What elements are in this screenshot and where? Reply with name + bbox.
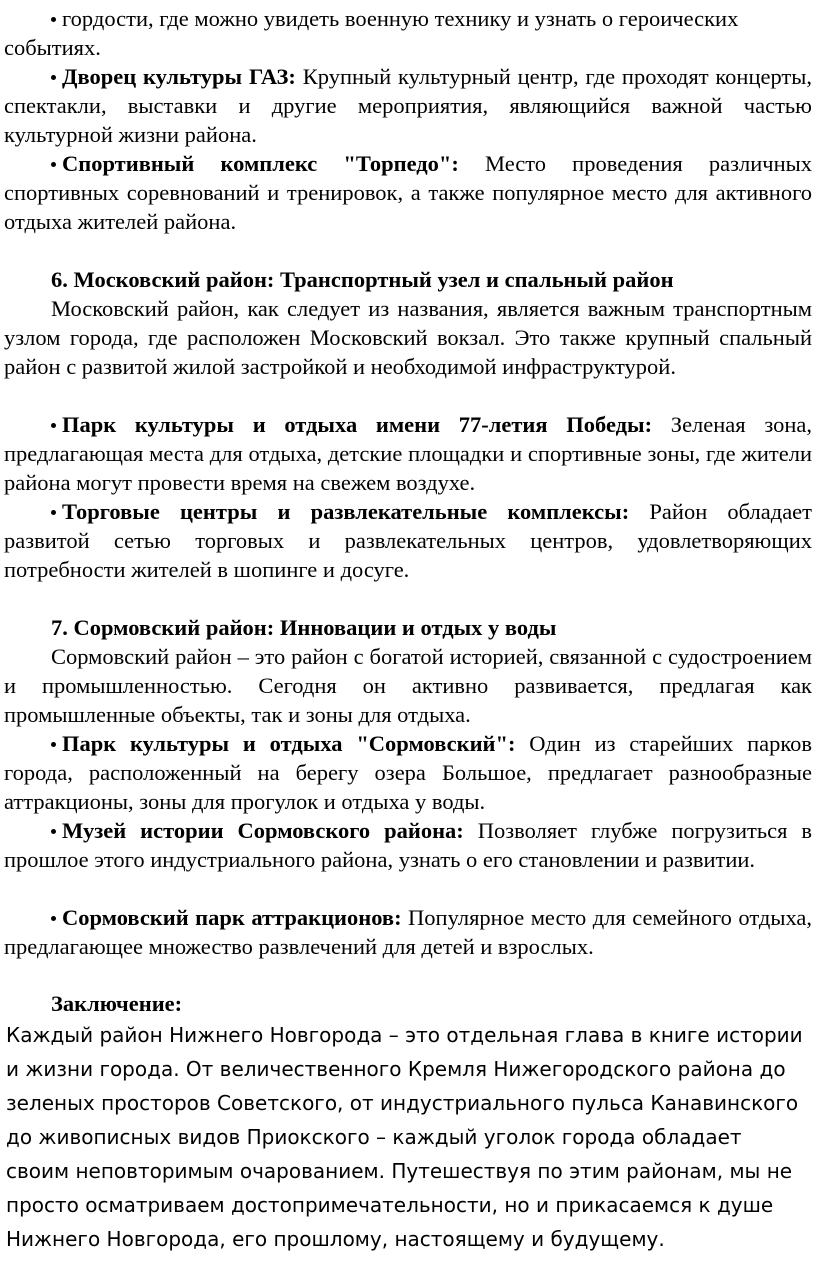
- list-item-description: Место проведения различных спортивных соревнований и тренировок, а также популярное место для активного отдыха жителей района.: [4, 151, 812, 234]
- list-item-title: Дворец культуры ГАЗ:: [62, 64, 296, 89]
- continued-bullet-line1: гордости, где можно увидеть военную технику и узнать о героических: [62, 6, 739, 31]
- list-item-park-77: [4, 410, 812, 497]
- conclusion-line: просто осматриваем достопримечательности, но и прикасаемся к душе: [6, 1193, 774, 1217]
- list-item-description: Район обладает развитой сетью торговых и развлекательных центров, удовлетворяющих потребности жителей в шопинге и досуге.: [4, 499, 813, 582]
- conclusion-line: до живописных видов Приокского – каждый уголок города обладает: [6, 1125, 742, 1149]
- list-item-title: Спортивный комплекс "Торпедо":: [62, 151, 459, 176]
- conclusion-line: зеленых просторов Советского, от индустриального пульса Канавинского: [6, 1091, 799, 1115]
- list-item-park-sormovsky: [4, 729, 812, 816]
- bullet-icon: [51, 162, 56, 167]
- continued-bullet-line2: событиях.: [4, 35, 101, 60]
- conclusion-line: своим неповторимым очарованием. Путешествуя по этим районам, мы не: [6, 1159, 793, 1183]
- list-item-title: Музей истории Сормовского района:: [62, 818, 464, 843]
- bullet-icon: [51, 510, 56, 515]
- list-item-title: Парк культуры и отдыха "Сормовский":: [62, 731, 516, 756]
- bullet-icon: [51, 75, 56, 80]
- list-item-shopping: [4, 497, 812, 584]
- list-item-dk-gaz: [4, 62, 812, 149]
- list-item-description: Популярное место для семейного отдыха, предлагающее множество развлечений для детей и взрослых.: [4, 905, 813, 959]
- section-6-heading: 6. Московский район: Транспортный узел и спальный район: [51, 267, 674, 292]
- list-item-description: Позволяет глубже погрузиться в прошлое этого индустриального района, узнать о его становлении и развитии.: [4, 818, 813, 872]
- list-item-title: Сормовский парк аттракционов:: [62, 905, 402, 930]
- bullet-icon: [51, 916, 56, 921]
- bullet-icon: [51, 17, 56, 22]
- bullet-icon: [51, 423, 56, 428]
- conclusion-heading: Заключение:: [51, 991, 183, 1016]
- bullet-icon: [51, 742, 56, 747]
- conclusion-body: [6, 1018, 812, 1256]
- list-item-museum: [4, 816, 812, 874]
- list-item-torpedo: [4, 149, 812, 236]
- list-item-description: Крупный культурный центр, где проходят концерты, спектакли, выставки и другие мероприятия, являющийся важной частью культурной жизни района.: [4, 64, 813, 147]
- continued-bullet: [4, 4, 812, 62]
- conclusion-line: и жизни города. От величественного Кремля Нижегородского района до: [6, 1057, 786, 1081]
- conclusion-line: Каждый район Нижнего Новгорода – это отдельная глава в книге истории: [6, 1023, 803, 1047]
- list-item-description: Зеленая зона, предлагающая места для отдыха, детские площадки и спортивные зоны, где жители района могут провести время на свежем воздухе.: [4, 412, 812, 495]
- section-6-intro: Московский район, как следует из названия, является важным транспортным узлом города, где расположен Московский вокзал. Это также крупный спальный район с развитой жилой застройкой и необходимой инфраструктурой.: [4, 296, 812, 379]
- section-7-intro: Сормовский район – это район с богатой историей, связанной с судостроением и промышленностью. Сегодня он активно развивается, предлагая как промышленные объекты, так и зоны для отдыха.: [4, 644, 812, 727]
- list-item-description: Один из старейших парков города, расположенный на берегу озера Большое, предлагает разнообразные аттракционы, зоны для прогулок и отдыха у воды.: [4, 731, 813, 814]
- list-item-amusement-park: [4, 903, 812, 961]
- bullet-icon: [51, 829, 56, 834]
- section-7-heading: 7. Сормовский район: Инновации и отдых у воды: [51, 615, 557, 640]
- list-item-title: Парк культуры и отдыха имени 77-летия Победы:: [62, 412, 653, 437]
- list-item-title: Торговые центры и развлекательные комплексы:: [62, 499, 630, 524]
- conclusion-line: Нижнего Новгорода, его прошлому, настоящему и будущему.: [6, 1227, 665, 1251]
